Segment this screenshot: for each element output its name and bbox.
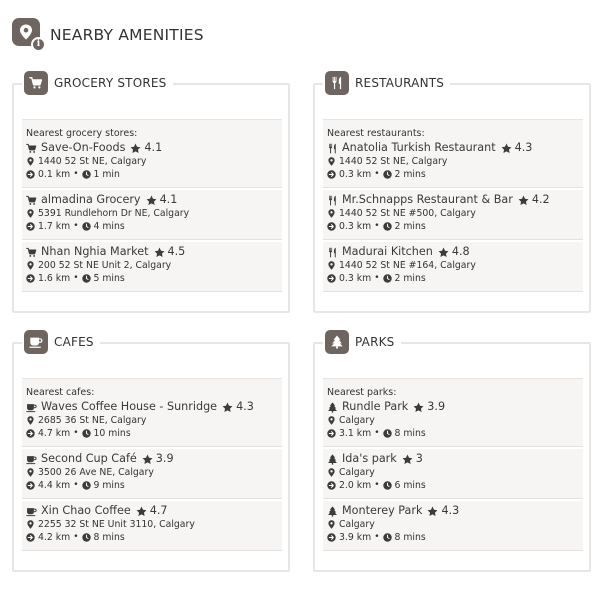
shopping-cart-icon xyxy=(26,143,37,154)
arrow-circle-icon xyxy=(327,222,336,231)
rating-value: 4.1 xyxy=(144,141,163,154)
star-icon xyxy=(222,402,233,413)
amenity-name[interactable]: Madurai Kitchen xyxy=(342,245,433,258)
location-pin-icon xyxy=(327,209,336,218)
amenity-address: 2685 36 St NE, Calgary xyxy=(38,415,147,426)
tree-icon xyxy=(327,506,338,517)
star-icon xyxy=(438,247,449,258)
distance: 4.7 km xyxy=(38,428,71,439)
separator-dot: • xyxy=(374,273,380,283)
coffee-cup-icon xyxy=(26,454,37,465)
rating-value: 4.5 xyxy=(167,245,186,258)
rating-value: 4.1 xyxy=(159,193,178,206)
rating xyxy=(501,141,533,155)
travel-time: 6 mins xyxy=(394,480,426,491)
amenity-item[interactable] xyxy=(323,139,583,188)
travel-time: 2 mins xyxy=(394,169,426,180)
travel-time: 9 mins xyxy=(93,480,125,491)
location-pin-icon xyxy=(26,468,35,477)
shopping-cart-icon xyxy=(24,71,48,95)
section-header xyxy=(22,71,173,95)
distance: 0.1 km xyxy=(38,169,71,180)
amenity-address: 3500 26 Ave NE, Calgary xyxy=(38,467,154,478)
rating xyxy=(222,400,254,414)
separator-dot: • xyxy=(73,532,79,542)
amenity-name[interactable]: Xin Chao Coffee xyxy=(41,504,131,517)
amenity-name[interactable]: Save-On-Foods xyxy=(41,141,126,154)
rating xyxy=(146,193,178,207)
location-pin-icon xyxy=(327,261,336,270)
location-pin-icon xyxy=(26,157,35,166)
rating-value: 4.3 xyxy=(514,141,533,154)
section-header xyxy=(323,71,450,95)
location-pin-icon xyxy=(327,157,336,166)
travel-time: 2 mins xyxy=(394,273,426,284)
travel-time: 8 mins xyxy=(394,428,426,439)
travel-time: 1 min xyxy=(93,169,120,180)
star-icon xyxy=(154,247,165,258)
amenity-item[interactable] xyxy=(323,190,583,240)
tree-icon xyxy=(325,330,349,354)
distance: 4.4 km xyxy=(38,480,71,491)
separator-dot: • xyxy=(73,221,79,231)
separator-dot: • xyxy=(374,480,380,490)
distance: 3.1 km xyxy=(339,428,372,439)
distance: 4.2 km xyxy=(38,532,71,543)
arrow-circle-icon xyxy=(327,170,336,179)
amenity-address: 200 52 St NE Unit 2, Calgary xyxy=(38,260,172,271)
fork-knife-icon xyxy=(327,247,338,258)
rating xyxy=(438,245,470,259)
fork-knife-icon xyxy=(325,71,349,95)
map-pin-info-icon: i xyxy=(12,18,46,52)
page-title: NEARBY AMENITIES xyxy=(50,26,204,44)
clock-icon xyxy=(383,222,392,231)
star-icon xyxy=(142,454,153,465)
clock-icon xyxy=(82,533,91,542)
arrow-circle-icon xyxy=(26,533,35,542)
amenity-item[interactable] xyxy=(323,449,583,499)
shopping-cart-icon xyxy=(26,195,37,206)
amenity-item[interactable] xyxy=(323,398,583,447)
separator-dot: • xyxy=(374,221,380,231)
amenity-list xyxy=(22,119,282,294)
fork-knife-icon xyxy=(327,143,338,154)
arrow-circle-icon xyxy=(26,170,35,179)
travel-time: 2 mins xyxy=(394,221,426,232)
distance: 1.6 km xyxy=(38,273,71,284)
page-header xyxy=(12,18,204,52)
rating-value: 4.8 xyxy=(451,245,470,258)
rating-value: 4.7 xyxy=(149,504,168,517)
location-pin-icon xyxy=(26,416,35,425)
travel-time: 5 mins xyxy=(93,273,125,284)
clock-icon xyxy=(82,274,91,283)
clock-icon xyxy=(383,274,392,283)
travel-time: 8 mins xyxy=(93,532,125,543)
coffee-cup-icon xyxy=(26,402,37,413)
amenity-address: 1440 52 St NE #500, Calgary xyxy=(339,208,476,219)
arrow-circle-icon xyxy=(327,481,336,490)
clock-icon xyxy=(82,170,91,179)
rating xyxy=(427,504,459,518)
restaurants-card xyxy=(313,76,591,313)
section-header xyxy=(22,330,100,354)
section-title: PARKS xyxy=(355,335,395,349)
amenity-item[interactable] xyxy=(22,139,282,188)
star-icon xyxy=(518,195,529,206)
distance: 0.3 km xyxy=(339,169,372,180)
clock-icon xyxy=(383,533,392,542)
rating-value: 4.2 xyxy=(531,193,550,206)
parks-card xyxy=(313,335,591,572)
travel-time: 8 mins xyxy=(394,532,426,543)
separator-dot: • xyxy=(374,169,380,179)
clock-icon xyxy=(383,429,392,438)
star-icon xyxy=(402,454,413,465)
arrow-circle-icon xyxy=(26,222,35,231)
tree-icon xyxy=(327,402,338,413)
rating xyxy=(136,504,168,518)
rating xyxy=(402,452,423,466)
location-pin-icon xyxy=(26,209,35,218)
shopping-cart-icon xyxy=(26,247,37,258)
section-header xyxy=(323,330,401,354)
rating xyxy=(518,193,550,207)
separator-dot: • xyxy=(374,532,380,542)
amenity-item[interactable] xyxy=(323,501,583,551)
amenity-address: 1440 52 St NE, Calgary xyxy=(339,156,448,167)
amenity-name[interactable]: almadina Grocery xyxy=(41,193,141,206)
rating xyxy=(154,245,186,259)
amenity-item[interactable] xyxy=(323,242,583,292)
amenity-address: Calgary xyxy=(339,415,375,426)
clock-icon xyxy=(383,170,392,179)
separator-dot: • xyxy=(73,169,79,179)
location-pin-icon xyxy=(327,520,336,529)
distance: 1.7 km xyxy=(38,221,71,232)
arrow-circle-icon xyxy=(26,429,35,438)
amenity-address: 2255 32 St NE Unit 3110, Calgary xyxy=(38,519,195,530)
amenity-list xyxy=(22,378,282,553)
separator-dot: • xyxy=(73,480,79,490)
star-icon xyxy=(413,402,424,413)
distance: 2.0 km xyxy=(339,480,372,491)
location-pin-icon xyxy=(327,468,336,477)
amenity-address: 1440 52 St NE #164, Calgary xyxy=(339,260,476,271)
amenity-name[interactable]: Rundle Park xyxy=(342,400,409,413)
amenity-item[interactable] xyxy=(22,449,282,499)
grocery-stores-card xyxy=(12,76,290,313)
rating-value: 3.9 xyxy=(155,452,174,465)
amenity-address: Calgary xyxy=(339,519,375,530)
location-pin-icon xyxy=(26,261,35,270)
distance: 3.9 km xyxy=(339,532,372,543)
section-title: RESTAURANTS xyxy=(355,76,445,90)
clock-icon xyxy=(82,222,91,231)
rating xyxy=(413,400,445,414)
clock-icon xyxy=(383,481,392,490)
cafes-card xyxy=(12,335,290,572)
amenity-item[interactable] xyxy=(22,190,282,240)
coffee-cup-icon xyxy=(26,506,37,517)
fork-knife-icon xyxy=(327,195,338,206)
amenity-item[interactable] xyxy=(22,501,282,551)
amenity-name[interactable]: Mr.Schnapps Restaurant & Bar xyxy=(342,193,513,206)
list-subheading: Nearest grocery stores: xyxy=(22,119,282,139)
tree-icon xyxy=(327,454,338,465)
list-subheading: Nearest cafes: xyxy=(22,378,282,398)
location-pin-icon xyxy=(327,416,336,425)
rating xyxy=(142,452,174,466)
amenity-address: Calgary xyxy=(339,467,375,478)
amenity-name[interactable]: Monterey Park xyxy=(342,504,423,517)
star-icon xyxy=(427,506,438,517)
separator-dot: • xyxy=(374,428,380,438)
arrow-circle-icon xyxy=(26,481,35,490)
separator-dot: • xyxy=(73,428,79,438)
distance: 0.3 km xyxy=(339,221,372,232)
coffee-cup-icon xyxy=(24,330,48,354)
amenity-list xyxy=(323,119,583,294)
travel-time: 4 mins xyxy=(93,221,125,232)
rating-value: 4.3 xyxy=(441,504,460,517)
distance: 0.3 km xyxy=(339,273,372,284)
amenity-name[interactable]: Second Cup Café xyxy=(41,452,137,465)
star-icon xyxy=(501,143,512,154)
arrow-circle-icon xyxy=(26,274,35,283)
amenity-name[interactable]: Anatolia Turkish Restaurant xyxy=(342,141,496,154)
amenity-name[interactable]: Waves Coffee House - Sunridge xyxy=(41,400,218,413)
clock-icon xyxy=(82,429,91,438)
clock-icon xyxy=(82,481,91,490)
rating-value: 3.9 xyxy=(427,400,446,413)
rating xyxy=(130,141,162,155)
rating-value: 3 xyxy=(415,452,423,465)
arrow-circle-icon xyxy=(327,533,336,542)
arrow-circle-icon xyxy=(327,429,336,438)
section-title: GROCERY STORES xyxy=(54,76,167,90)
list-subheading: Nearest parks: xyxy=(323,378,583,398)
star-icon xyxy=(130,143,141,154)
amenity-item[interactable] xyxy=(22,242,282,292)
amenity-name[interactable]: Nhan Nghia Market xyxy=(41,245,149,258)
amenity-address: 5391 Rundlehorn Dr NE, Calgary xyxy=(38,208,190,219)
amenity-address: 1440 52 St NE, Calgary xyxy=(38,156,147,167)
star-icon xyxy=(146,195,157,206)
amenity-name[interactable]: Ida's park xyxy=(342,452,397,465)
list-subheading: Nearest restaurants: xyxy=(323,119,583,139)
location-pin-icon xyxy=(26,520,35,529)
amenity-item[interactable] xyxy=(22,398,282,447)
travel-time: 10 mins xyxy=(93,428,131,439)
rating-value: 4.3 xyxy=(236,400,254,413)
section-title: CAFES xyxy=(54,335,94,349)
star-icon xyxy=(136,506,147,517)
amenity-list xyxy=(323,378,583,553)
separator-dot: • xyxy=(73,273,79,283)
arrow-circle-icon xyxy=(327,274,336,283)
